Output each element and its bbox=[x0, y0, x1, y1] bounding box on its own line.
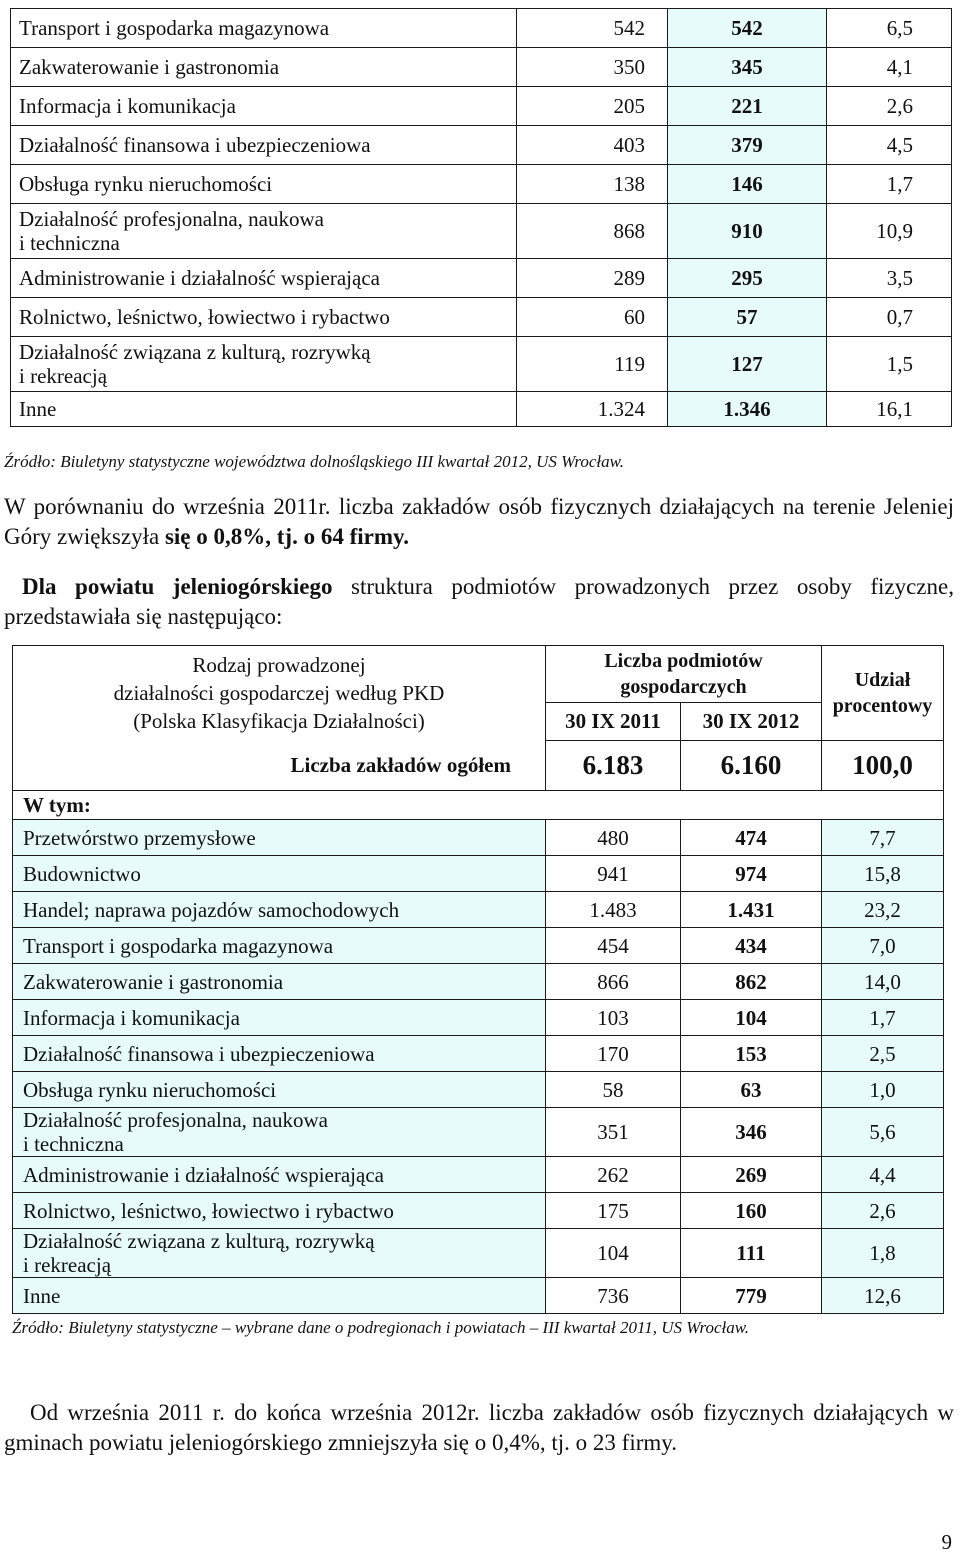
table-row bbox=[11, 298, 952, 337]
row-activity-name: Administrowanie i działalność wspierająca bbox=[11, 259, 517, 298]
row-activity-name: Przetwórstwo przemysłowe bbox=[13, 820, 546, 856]
table-row bbox=[13, 1229, 944, 1278]
row-value-2011: 60 bbox=[517, 298, 668, 337]
table-row bbox=[11, 126, 952, 165]
table-row bbox=[11, 48, 952, 87]
row-share: 16,1 bbox=[827, 392, 952, 427]
table-row bbox=[13, 856, 944, 892]
total-2011: 6.183 bbox=[546, 740, 681, 791]
row-value-2012: 111 bbox=[681, 1229, 822, 1278]
table-gorne-branze bbox=[10, 8, 952, 427]
row-value-2011: 736 bbox=[546, 1278, 681, 1314]
table-body bbox=[11, 9, 952, 427]
header-kind-line: Rodzaj prowadzonej bbox=[192, 653, 366, 677]
table-row bbox=[11, 87, 952, 126]
row-share: 7,0 bbox=[822, 928, 944, 964]
table-row bbox=[13, 1108, 944, 1157]
row-activity-name: Rolnictwo, leśnictwo, łowiectwo i rybactwo bbox=[13, 1193, 546, 1229]
row-share: 0,7 bbox=[827, 298, 952, 337]
table-powiat-jeleniogorski bbox=[12, 645, 944, 1314]
row-share: 12,6 bbox=[822, 1278, 944, 1314]
row-share: 7,7 bbox=[822, 820, 944, 856]
w-tym-row bbox=[13, 791, 944, 820]
row-value-2011: 119 bbox=[517, 337, 668, 392]
row-activity-name: Transport i gospodarka magazynowa bbox=[11, 9, 517, 48]
row-activity-name: Inne bbox=[13, 1278, 546, 1314]
row-share: 1,5 bbox=[827, 337, 952, 392]
row-value-2011: 403 bbox=[517, 126, 668, 165]
row-value-2011: 1.324 bbox=[517, 392, 668, 427]
row-share: 2,5 bbox=[822, 1036, 944, 1072]
row-value-2011: 480 bbox=[546, 820, 681, 856]
row-share: 10,9 bbox=[827, 204, 952, 259]
row-value-2012: 127 bbox=[668, 337, 827, 392]
total-row bbox=[13, 740, 944, 791]
table-row bbox=[13, 928, 944, 964]
row-share: 5,6 bbox=[822, 1108, 944, 1157]
row-value-2012: 146 bbox=[668, 165, 827, 204]
row-value-2011: 351 bbox=[546, 1108, 681, 1157]
header-kind-line: (Polska Klasyfikacja Działalności) bbox=[133, 709, 425, 733]
row-value-2012: 910 bbox=[668, 204, 827, 259]
row-value-2012: 379 bbox=[668, 126, 827, 165]
row-value-2012: 104 bbox=[681, 1000, 822, 1036]
row-activity-name: Działalność profesjonalna, naukowa i techniczna bbox=[11, 204, 517, 259]
row-activity-name: Działalność związana z kulturą, rozrywką i rekreacją bbox=[11, 337, 517, 392]
row-activity-name: Zakwaterowanie i gastronomia bbox=[11, 48, 517, 87]
paragraph-jelenia-gora bbox=[4, 492, 954, 552]
paragraph2-bold-text: Dla powiatu jeleniogórskiego bbox=[22, 574, 333, 599]
table-row bbox=[13, 1157, 944, 1193]
row-value-2012: 974 bbox=[681, 856, 822, 892]
row-value-2012: 346 bbox=[681, 1108, 822, 1157]
table-row bbox=[13, 1000, 944, 1036]
row-activity-name: Handel; naprawa pojazdów samochodowych bbox=[13, 892, 546, 928]
row-value-2011: 262 bbox=[546, 1157, 681, 1193]
total-2012: 6.160 bbox=[681, 740, 822, 791]
row-value-2012: 1.346 bbox=[668, 392, 827, 427]
row-share: 1,7 bbox=[822, 1000, 944, 1036]
row-activity-name: Działalność finansowa i ubezpieczeniowa bbox=[11, 126, 517, 165]
row-value-2012: 221 bbox=[668, 87, 827, 126]
row-activity-name: Transport i gospodarka magazynowa bbox=[13, 928, 546, 964]
row-share: 2,6 bbox=[827, 87, 952, 126]
table-row bbox=[13, 820, 944, 856]
paragraph-powiat-intro bbox=[4, 572, 954, 632]
table-row bbox=[11, 165, 952, 204]
table-row bbox=[11, 259, 952, 298]
row-activity-name: Rolnictwo, leśnictwo, łowiectwo i rybactwo bbox=[11, 298, 517, 337]
row-value-2011: 1.483 bbox=[546, 892, 681, 928]
row-value-2012: 63 bbox=[681, 1072, 822, 1108]
row-value-2012: 434 bbox=[681, 928, 822, 964]
row-share: 23,2 bbox=[822, 892, 944, 928]
row-value-2011: 941 bbox=[546, 856, 681, 892]
table-row bbox=[13, 1193, 944, 1229]
row-value-2012: 295 bbox=[668, 259, 827, 298]
row-value-2011: 350 bbox=[517, 48, 668, 87]
row-share: 1,7 bbox=[827, 165, 952, 204]
paragraph1-text: W porównaniu do września 2011r. liczba zakładów osób fizycznych działających na terenie Jeleniej Góry zwiększyła bbox=[4, 494, 954, 549]
row-value-2011: 175 bbox=[546, 1193, 681, 1229]
row-value-2011: 58 bbox=[546, 1072, 681, 1108]
row-value-2011: 289 bbox=[517, 259, 668, 298]
table-body bbox=[13, 646, 944, 1314]
row-value-2012: 779 bbox=[681, 1278, 822, 1314]
table-row bbox=[11, 392, 952, 427]
row-share: 14,0 bbox=[822, 964, 944, 1000]
row-value-2012: 542 bbox=[668, 9, 827, 48]
row-value-2011: 868 bbox=[517, 204, 668, 259]
row-activity-name: Działalność związana z kulturą, rozrywką i rekreacją bbox=[13, 1229, 546, 1278]
row-activity-name: Inne bbox=[11, 392, 517, 427]
row-share: 4,4 bbox=[822, 1157, 944, 1193]
header-share: Udział procentowy bbox=[822, 646, 944, 741]
table1-source-note: Źródło: Biuletyny statystyczne województwa dolnośląskiego III kwartał 2012, US Wrocław. bbox=[4, 452, 624, 471]
row-share: 4,5 bbox=[827, 126, 952, 165]
row-activity-name: Administrowanie i działalność wspierająca bbox=[13, 1157, 546, 1193]
row-value-2011: 104 bbox=[546, 1229, 681, 1278]
row-value-2011: 866 bbox=[546, 964, 681, 1000]
row-activity-name: Działalność profesjonalna, naukowa i techniczna bbox=[13, 1108, 546, 1157]
paragraph2-text: struktura podmiotów prowadzonych przez osoby fizyczne, przedstawiała się następująco: bbox=[4, 574, 954, 629]
table-row bbox=[13, 1036, 944, 1072]
row-value-2012: 57 bbox=[668, 298, 827, 337]
total-share: 100,0 bbox=[822, 740, 944, 791]
row-value-2012: 474 bbox=[681, 820, 822, 856]
header-col-2012: 30 IX 2012 bbox=[681, 703, 822, 740]
table-row bbox=[13, 892, 944, 928]
header-col-2011: 30 IX 2011 bbox=[546, 703, 681, 740]
row-value-2012: 345 bbox=[668, 48, 827, 87]
row-share: 1,0 bbox=[822, 1072, 944, 1108]
header-kind-line: działalności gospodarczej według PKD bbox=[113, 681, 445, 705]
table-row bbox=[13, 1072, 944, 1108]
table-row bbox=[11, 337, 952, 392]
row-activity-name: Obsługa rynku nieruchomości bbox=[13, 1072, 546, 1108]
row-value-2011: 454 bbox=[546, 928, 681, 964]
table2-source-note: Źródło: Biuletyny statystyczne – wybrane dane o podregionach i powiatach – III kwartał 2011, US Wrocław. bbox=[12, 1318, 750, 1337]
row-share: 15,8 bbox=[822, 856, 944, 892]
row-activity-name: Zakwaterowanie i gastronomia bbox=[13, 964, 546, 1000]
row-value-2011: 103 bbox=[546, 1000, 681, 1036]
row-share: 2,6 bbox=[822, 1193, 944, 1229]
row-value-2012: 153 bbox=[681, 1036, 822, 1072]
table-row bbox=[11, 9, 952, 48]
row-share: 4,1 bbox=[827, 48, 952, 87]
row-activity-name: Informacja i komunikacja bbox=[13, 1000, 546, 1036]
table-row bbox=[13, 964, 944, 1000]
row-share: 3,5 bbox=[827, 259, 952, 298]
w-tym-label: W tym: bbox=[13, 791, 944, 820]
row-activity-name: Budownictwo bbox=[13, 856, 546, 892]
paragraph1-bold-text: się o 0,8%, tj. o 64 firmy. bbox=[164, 524, 409, 549]
page-number: 9 bbox=[941, 1530, 952, 1554]
row-value-2011: 205 bbox=[517, 87, 668, 126]
total-label: Liczba zakładów ogółem bbox=[13, 740, 546, 791]
table-header-row bbox=[13, 646, 944, 703]
row-share: 1,8 bbox=[822, 1229, 944, 1278]
row-share: 6,5 bbox=[827, 9, 952, 48]
row-value-2012: 160 bbox=[681, 1193, 822, 1229]
row-value-2011: 138 bbox=[517, 165, 668, 204]
table-row bbox=[11, 204, 952, 259]
row-value-2011: 170 bbox=[546, 1036, 681, 1072]
row-value-2012: 1.431 bbox=[681, 892, 822, 928]
row-value-2011: 542 bbox=[517, 9, 668, 48]
paragraph-summary: Od września 2011 r. do końca września 2012r. liczba zakładów osób fizycznych działających w gminach powiatu jeleniogórskiego zmniejszyła się o 0,4%, tj. o 23 firmy. bbox=[4, 1400, 954, 1455]
header-kind bbox=[13, 646, 546, 741]
table-row bbox=[13, 1278, 944, 1314]
header-count: Liczba podmiotów gospodarczych bbox=[546, 646, 822, 703]
row-activity-name: Informacja i komunikacja bbox=[11, 87, 517, 126]
row-value-2012: 862 bbox=[681, 964, 822, 1000]
row-value-2012: 269 bbox=[681, 1157, 822, 1193]
row-activity-name: Działalność finansowa i ubezpieczeniowa bbox=[13, 1036, 546, 1072]
row-activity-name: Obsługa rynku nieruchomości bbox=[11, 165, 517, 204]
